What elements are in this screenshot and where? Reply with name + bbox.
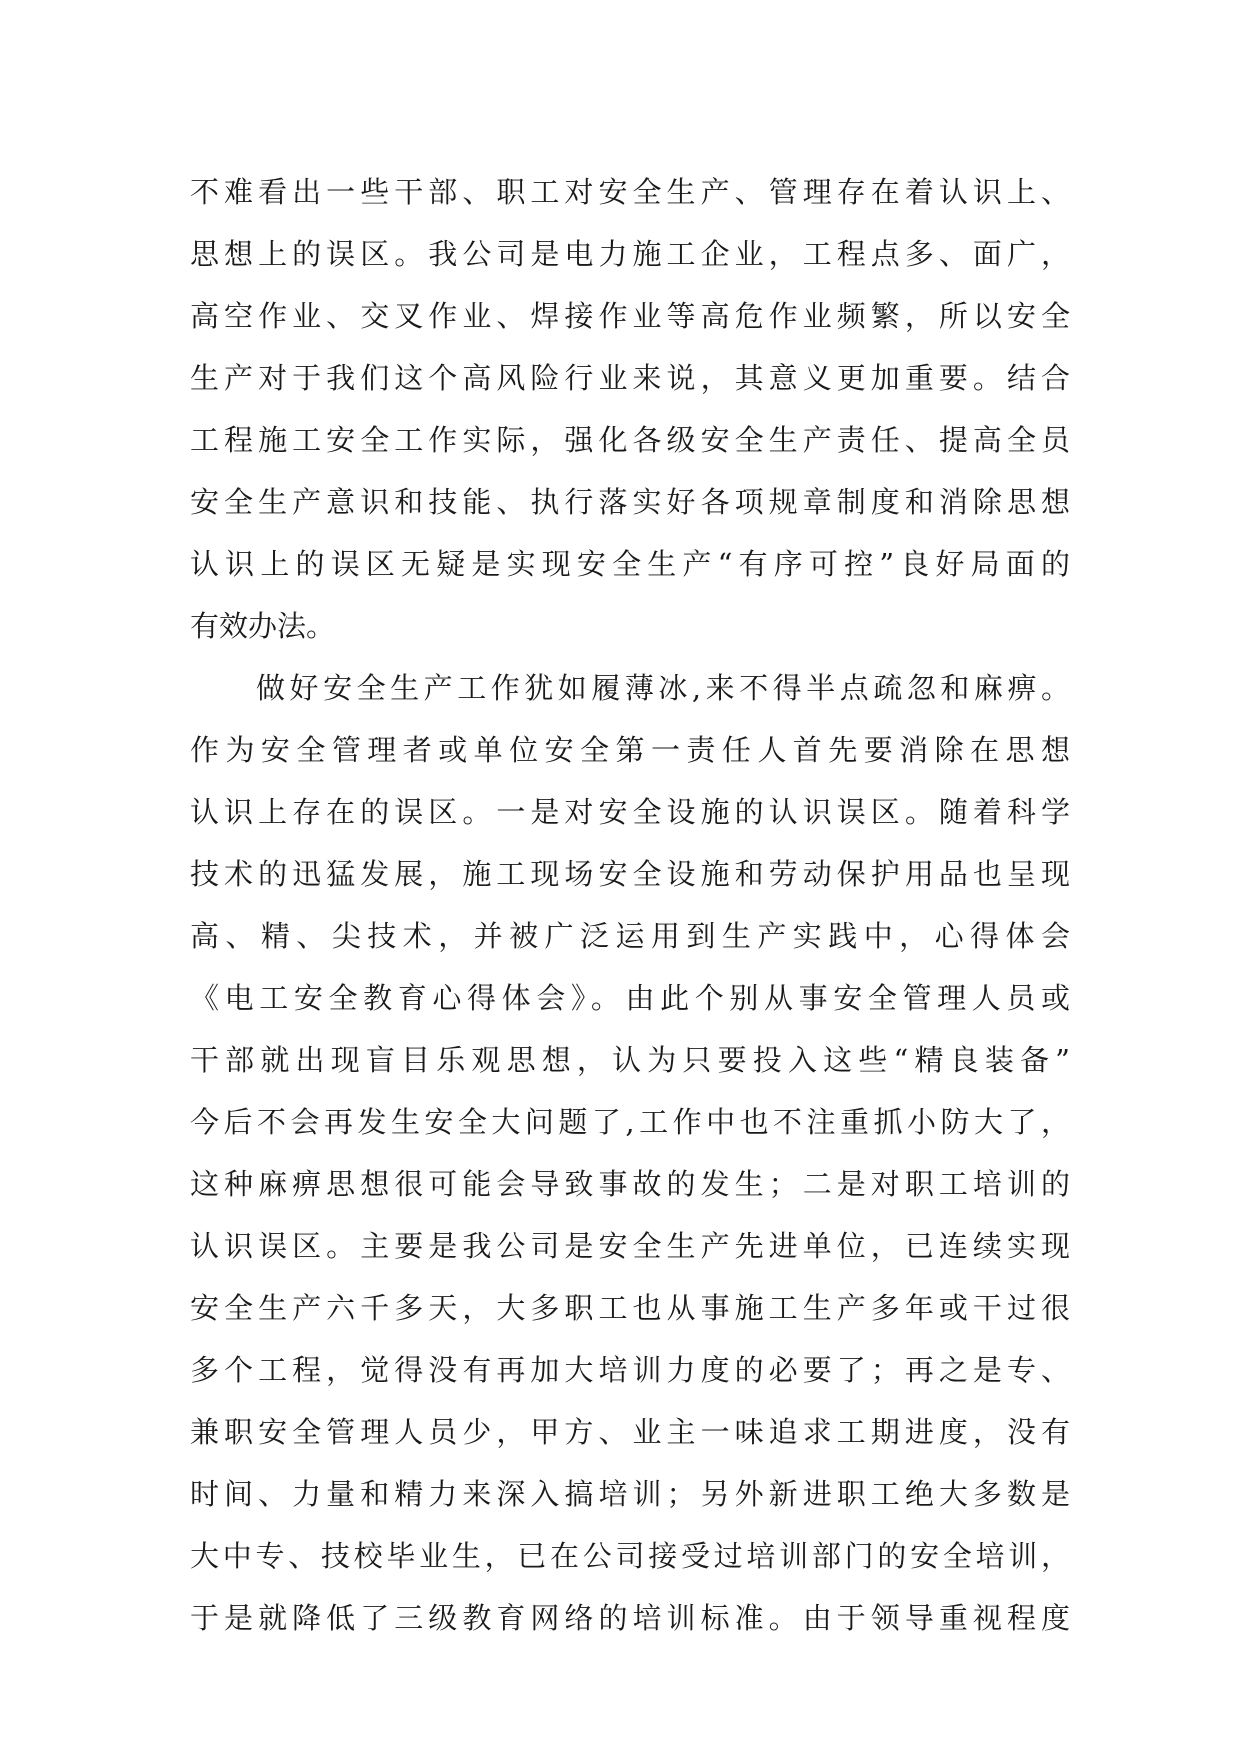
text-line: 作为安全管理者或单位安全第一责任人首先要消除在思想 [190,733,1070,767]
text-line: 多个工程，觉得没有再加大培训力度的必要了；再之是专、 [190,1353,1070,1387]
text-line: 干部就出现盲目乐观思想，认为只要投入这些“精良装备” [190,1043,1070,1077]
body-text [190,161,1070,1649]
text-line: 高空作业、交叉作业、焊接作业等高危作业频繁，所以安全 [190,299,1070,333]
text-line: 认识上存在的误区。一是对安全设施的认识误区。随着科学 [190,795,1070,829]
text-line: 兼职安全管理人员少，甲方、业主一味追求工期进度，没有 [190,1415,1070,1449]
text-line: 认识误区。主要是我公司是安全生产先进单位，已连续实现 [190,1229,1070,1263]
text-line: 生产对于我们这个高风险行业来说，其意义更加重要。结合 [190,361,1070,395]
text-line: 不难看出一些干部、职工对安全生产、管理存在着认识上、 [190,175,1070,209]
paragraph-first-line: 做好安全生产工作犹如履薄冰,来不得半点疏忽和麻痹。 [256,671,1070,705]
text-line: 高、精、尖技术，并被广泛运用到生产实践中，心得体会 [190,919,1070,953]
text-line: 这种麻痹思想很可能会导致事故的发生；二是对职工培训的 [190,1167,1070,1201]
text-line: 于是就降低了三级教育网络的培训标准。由于领导重视程度 [190,1601,1070,1635]
text-line: 思想上的误区。我公司是电力施工企业，工程点多、面广， [190,237,1070,271]
text-line: 有效办法。 [190,609,336,643]
text-line: 工程施工安全工作实际，强化各级安全生产责任、提高全员 [190,423,1070,457]
text-line: 时间、力量和精力来深入搞培训；另外新进职工绝大多数是 [190,1477,1070,1511]
text-line: 技术的迅猛发展，施工现场安全设施和劳动保护用品也呈现 [190,857,1070,891]
text-line: 安全生产意识和技能、执行落实好各项规章制度和消除思想 [190,485,1070,519]
text-line: 安全生产六千多天，大多职工也从事施工生产多年或干过很 [190,1291,1070,1325]
text-line: 今后不会再发生安全大问题了,工作中也不注重抓小防大了， [190,1105,1070,1139]
text-line: 大中专、技校毕业生，已在公司接受过培训部门的安全培训， [190,1539,1070,1573]
text-line: 《电工安全教育心得体会》。由此个别从事安全管理人员或 [190,981,1070,1015]
text-line: 认识上的误区无疑是实现安全生产“有序可控”良好局面的 [190,547,1070,581]
